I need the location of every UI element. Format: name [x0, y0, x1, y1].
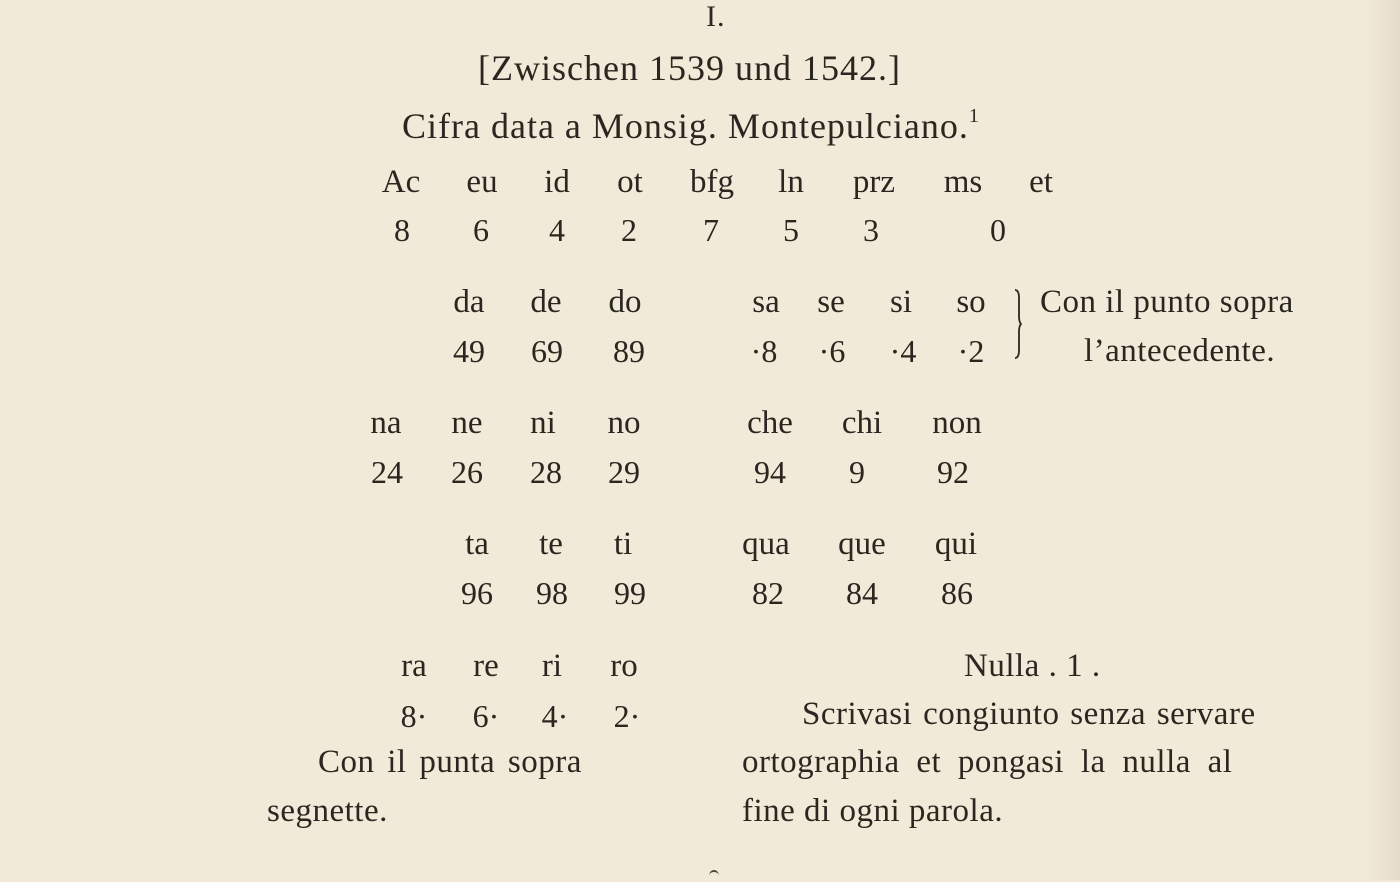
code-cell: ·8 [750, 333, 778, 369]
syllable-cell: chi [841, 405, 883, 441]
left-note-line2: segnette. [267, 793, 388, 829]
code-cell: 96 [461, 575, 493, 611]
letter-cell: bfg [690, 164, 734, 200]
code-cell: 86 [941, 575, 973, 611]
syllable-cell: ta [465, 526, 489, 562]
syllable-cell: non [932, 405, 982, 441]
letter-cell: ln [778, 164, 804, 200]
letter-cell: Ac [381, 164, 421, 200]
letter-cell: ot [617, 164, 643, 200]
code-cell: 7 [703, 212, 719, 248]
code-cell: 6· [472, 698, 500, 734]
syllable-cell: qui [934, 526, 978, 562]
letter-cell: et [1029, 164, 1053, 200]
cipher-title-text: Cifra data a Monsig. Montepulciano. [402, 106, 969, 146]
syllable-cell: do [608, 284, 642, 320]
code-cell: 24 [371, 454, 403, 490]
syllable-cell: ni [530, 405, 556, 441]
code-cell: 5 [783, 212, 799, 248]
code-cell: ·6 [818, 333, 846, 369]
code-cell: 8· [400, 698, 428, 734]
nulla-label: Nulla . 1 . [964, 648, 1101, 684]
syllable-cell: re [473, 648, 499, 684]
syllable-cell: che [747, 405, 793, 441]
code-cell: 6 [473, 212, 489, 248]
code-cell: 99 [614, 575, 646, 611]
cipher-title [402, 105, 980, 146]
letter-cell: ms [943, 164, 983, 200]
syllable-cell: qua [742, 526, 790, 562]
code-cell: 94 [754, 454, 786, 490]
syllable-cell: si [889, 284, 913, 320]
footnote-ref: 1 [968, 105, 980, 127]
row2-note-line1: Con il punto sopra [1040, 284, 1294, 320]
syllable-cell: de [530, 284, 562, 320]
code-cell: 84 [846, 575, 878, 611]
code-cell: 28 [530, 454, 562, 490]
code-cell: 8 [394, 212, 410, 248]
page-edge-shadow [1366, 0, 1400, 880]
right-note-line3: fine di ogni parola. [742, 793, 1004, 829]
code-cell: ·4 [889, 333, 917, 369]
code-cell: 2· [613, 698, 641, 734]
letter-cell: eu [466, 164, 498, 200]
code-cell: 89 [613, 333, 645, 369]
code-cell: ·2 [957, 333, 985, 369]
date-heading: [Zwischen 1539 und 1542.] [478, 48, 901, 88]
code-cell: 82 [752, 575, 784, 611]
syllable-cell: ra [401, 648, 427, 684]
syllable-cell: ro [610, 648, 638, 684]
code-cell: 9 [849, 454, 865, 490]
cropped-glyph [709, 870, 719, 882]
code-cell: 0 [990, 212, 1006, 248]
code-cell: 69 [531, 333, 563, 369]
code-cell: 4 [549, 212, 565, 248]
syllable-cell: ri [541, 648, 563, 684]
page-number: I. [706, 0, 726, 33]
left-note-line1: Con il punta sopra [318, 744, 582, 780]
syllable-cell: ti [613, 526, 633, 562]
letter-cell: prz [852, 164, 896, 200]
syllable-cell: no [607, 405, 641, 441]
syllable-cell: so [956, 284, 986, 320]
code-cell: 29 [608, 454, 640, 490]
syllable-cell: ne [451, 405, 483, 441]
code-cell: 26 [451, 454, 483, 490]
code-cell: 4· [541, 698, 569, 734]
syllable-cell: se [817, 284, 845, 320]
code-cell: 2 [621, 212, 637, 248]
letter-cell: id [544, 164, 570, 200]
right-note-line2: ortographia et pongasi la nulla al [742, 744, 1233, 780]
syllable-cell: sa [752, 284, 780, 320]
syllable-cell: na [370, 405, 402, 441]
code-cell: 3 [863, 212, 879, 248]
code-cell: 92 [937, 454, 969, 490]
syllable-cell: da [453, 284, 485, 320]
right-note-line1: Scrivasi congiunto senza servare [802, 696, 1256, 732]
syllable-cell: te [539, 526, 563, 562]
row2-note-line2: l’antecedente. [1084, 333, 1276, 369]
curly-brace-icon [1012, 288, 1022, 360]
syllable-cell: que [838, 526, 886, 562]
code-cell: 49 [453, 333, 485, 369]
code-cell: 98 [536, 575, 568, 611]
